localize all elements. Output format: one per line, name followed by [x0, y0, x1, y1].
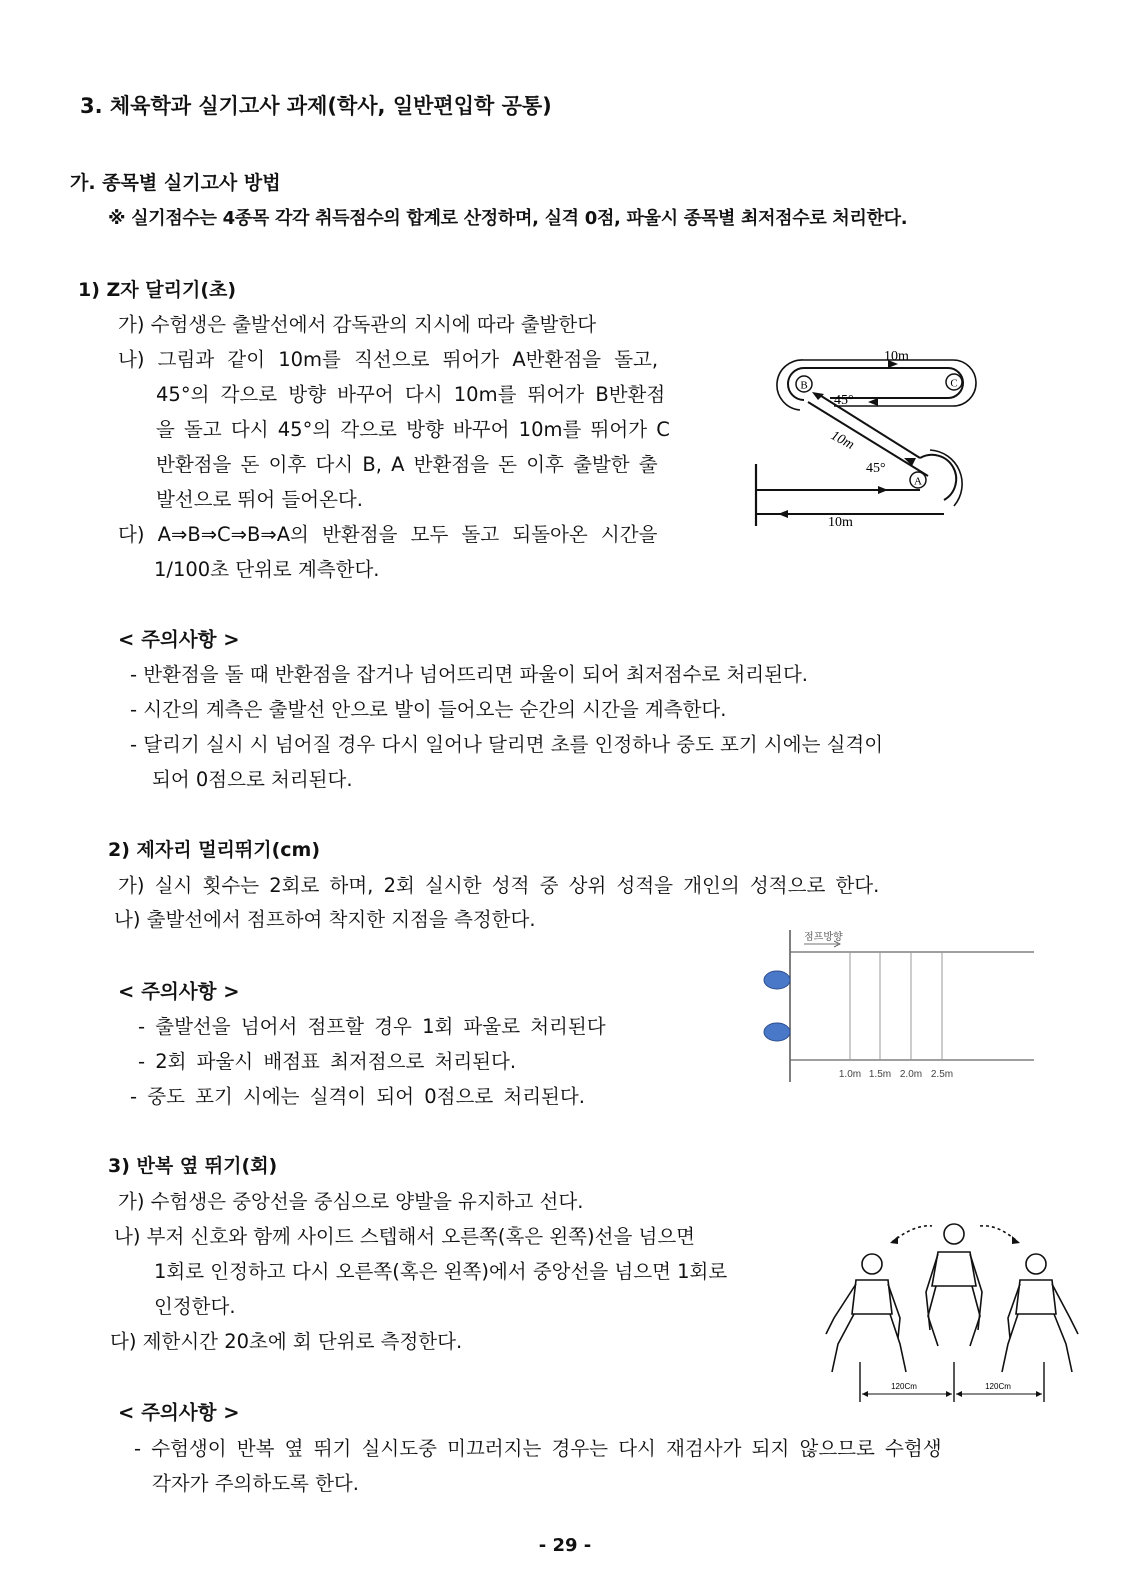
page-heading: 3. 체육학과 실기고사 과제(학사, 일반편입학 공통)	[80, 94, 552, 118]
item3-title: 3) 반복 옆 뛰기(회)	[108, 1155, 278, 1177]
item1-step-ga: 가) 수험생은 출발선에서 감독관의 지시에 따라 출발한다	[118, 313, 597, 336]
item1-step-da-line1: 다) A⇒B⇒C⇒B⇒A의 반환점을 모두 돌고 되돌아온 시간을	[118, 523, 658, 546]
item1-step-na-line3: 을 돌고 다시 45°의 각으로 방향 바꾸어 10m를 뛰어가 C	[156, 418, 670, 441]
item1-caution-2: - 시간의 계측은 출발선 안으로 발이 들어오는 순간의 시간을 계측한다.	[130, 698, 727, 721]
item2-step-ga: 가) 실시 횟수는 2회로 하며, 2회 실시한 성적 중 상위 성적을 개인의 성적으로 한다.	[118, 874, 880, 897]
item2-step-na: 나) 출발선에서 점프하여 착지한 지점을 측정한다.	[114, 908, 536, 931]
z-run-diagram	[748, 340, 988, 532]
foot-marker-bottom	[764, 1023, 790, 1041]
mark-label-2: 1.5m	[868, 1069, 892, 1080]
left-distance-label: 120Cm	[891, 1382, 917, 1391]
mark-label-1: 1.0m	[838, 1069, 862, 1080]
item1-step-na-line2: 45°의 각으로 방향 바꾸어 다시 10m를 뛰어가 B반환점	[156, 383, 666, 406]
top-angle-label: 45°	[834, 393, 854, 408]
item1-caution-3-cont: 되어 0점으로 처리된다.	[152, 768, 353, 791]
section-title: 가. 종목별 실기고사 방법	[70, 172, 281, 194]
mark-label-4: 2.5m	[930, 1069, 954, 1080]
item1-title: 1) Z자 달리기(초)	[78, 279, 237, 301]
item1-step-na-line4: 반환점을 돈 이후 다시 B, A 반환점을 돈 이후 출발한 출	[156, 453, 658, 476]
mark-label-3: 2.0m	[899, 1069, 923, 1080]
jump-direction-label: 점프방향	[804, 932, 843, 943]
item3-caution-1: - 수험생이 반복 옆 뛰기 실시도중 미끄러지는 경우는 다시 재검사가 되지 않으므로 수험생	[134, 1437, 942, 1460]
item2-caution-title: < 주의사항 >	[118, 980, 240, 1003]
bottom-distance-label: 10m	[828, 515, 853, 530]
item3-step-na-line3: 인정한다.	[154, 1295, 236, 1318]
item2-caution-3: - 중도 포기 시에는 실격이 되어 0점으로 처리된다.	[130, 1085, 585, 1108]
item3-step-ga: 가) 수험생은 중앙선을 중심으로 양발을 유지하고 선다.	[118, 1190, 584, 1213]
item1-step-da-line2: 1/100초 단위로 계측한다.	[154, 558, 380, 581]
section-note: ※ 실기점수는 4종목 각각 취득점수의 합계로 산정하며, 실격 0점, 파울시 종목별 최저점수로 처리한다.	[108, 208, 908, 229]
item3-step-na-line1: 나) 부저 신호와 함께 사이드 스텝해서 오른쪽(혹은 왼쪽)선을 넘으면	[114, 1225, 696, 1248]
top-distance-label: 10m	[884, 349, 909, 364]
long-jump-diagram	[760, 922, 1040, 1086]
item3-step-na-line2: 1회로 인정하고 다시 오른쪽(혹은 왼쪽)에서 중앙선을 넘으면 1회로	[154, 1260, 728, 1283]
point-c-label: C	[950, 377, 958, 390]
item1-caution-1: - 반환점을 돌 때 반환점을 잡거나 넘어뜨리면 파울이 되어 최저점수로 처리된다.	[130, 663, 809, 686]
item2-caution-2: - 2회 파울시 배점표 최저점으로 처리된다.	[138, 1050, 517, 1073]
right-distance-label: 120Cm	[985, 1382, 1011, 1391]
point-b-label: B	[800, 379, 808, 392]
middle-distance-label: 10m	[828, 428, 857, 453]
item1-step-na-line5: 발선으로 뛰어 들어온다.	[156, 488, 363, 511]
page-number: - 29 -	[538, 1535, 592, 1556]
item1-caution-title: < 주의사항 >	[118, 628, 240, 651]
side-step-diagram	[820, 1212, 1082, 1408]
item2-title: 2) 제자리 멀리뛰기(cm)	[108, 839, 321, 861]
item2-caution-1: - 출발선을 넘어서 점프할 경우 1회 파울로 처리된다	[138, 1015, 606, 1038]
bottom-angle-label: 45°	[866, 461, 886, 476]
item3-caution-title: < 주의사항 >	[118, 1401, 240, 1424]
item1-caution-3: - 달리기 실시 시 넘어질 경우 다시 일어나 달리면 초를 인정하나 중도 포기 시에는 실격이	[130, 733, 884, 756]
item3-step-da: 다) 제한시간 20초에 회 단위로 측정한다.	[110, 1330, 463, 1353]
point-a-label: A	[914, 475, 922, 488]
item3-caution-1-cont: 각자가 주의하도록 한다.	[152, 1472, 359, 1495]
item1-step-na-line1: 나) 그림과 같이 10m를 직선으로 뛰어가 A반환점을 돌고,	[118, 348, 659, 371]
foot-marker-top	[764, 971, 790, 989]
